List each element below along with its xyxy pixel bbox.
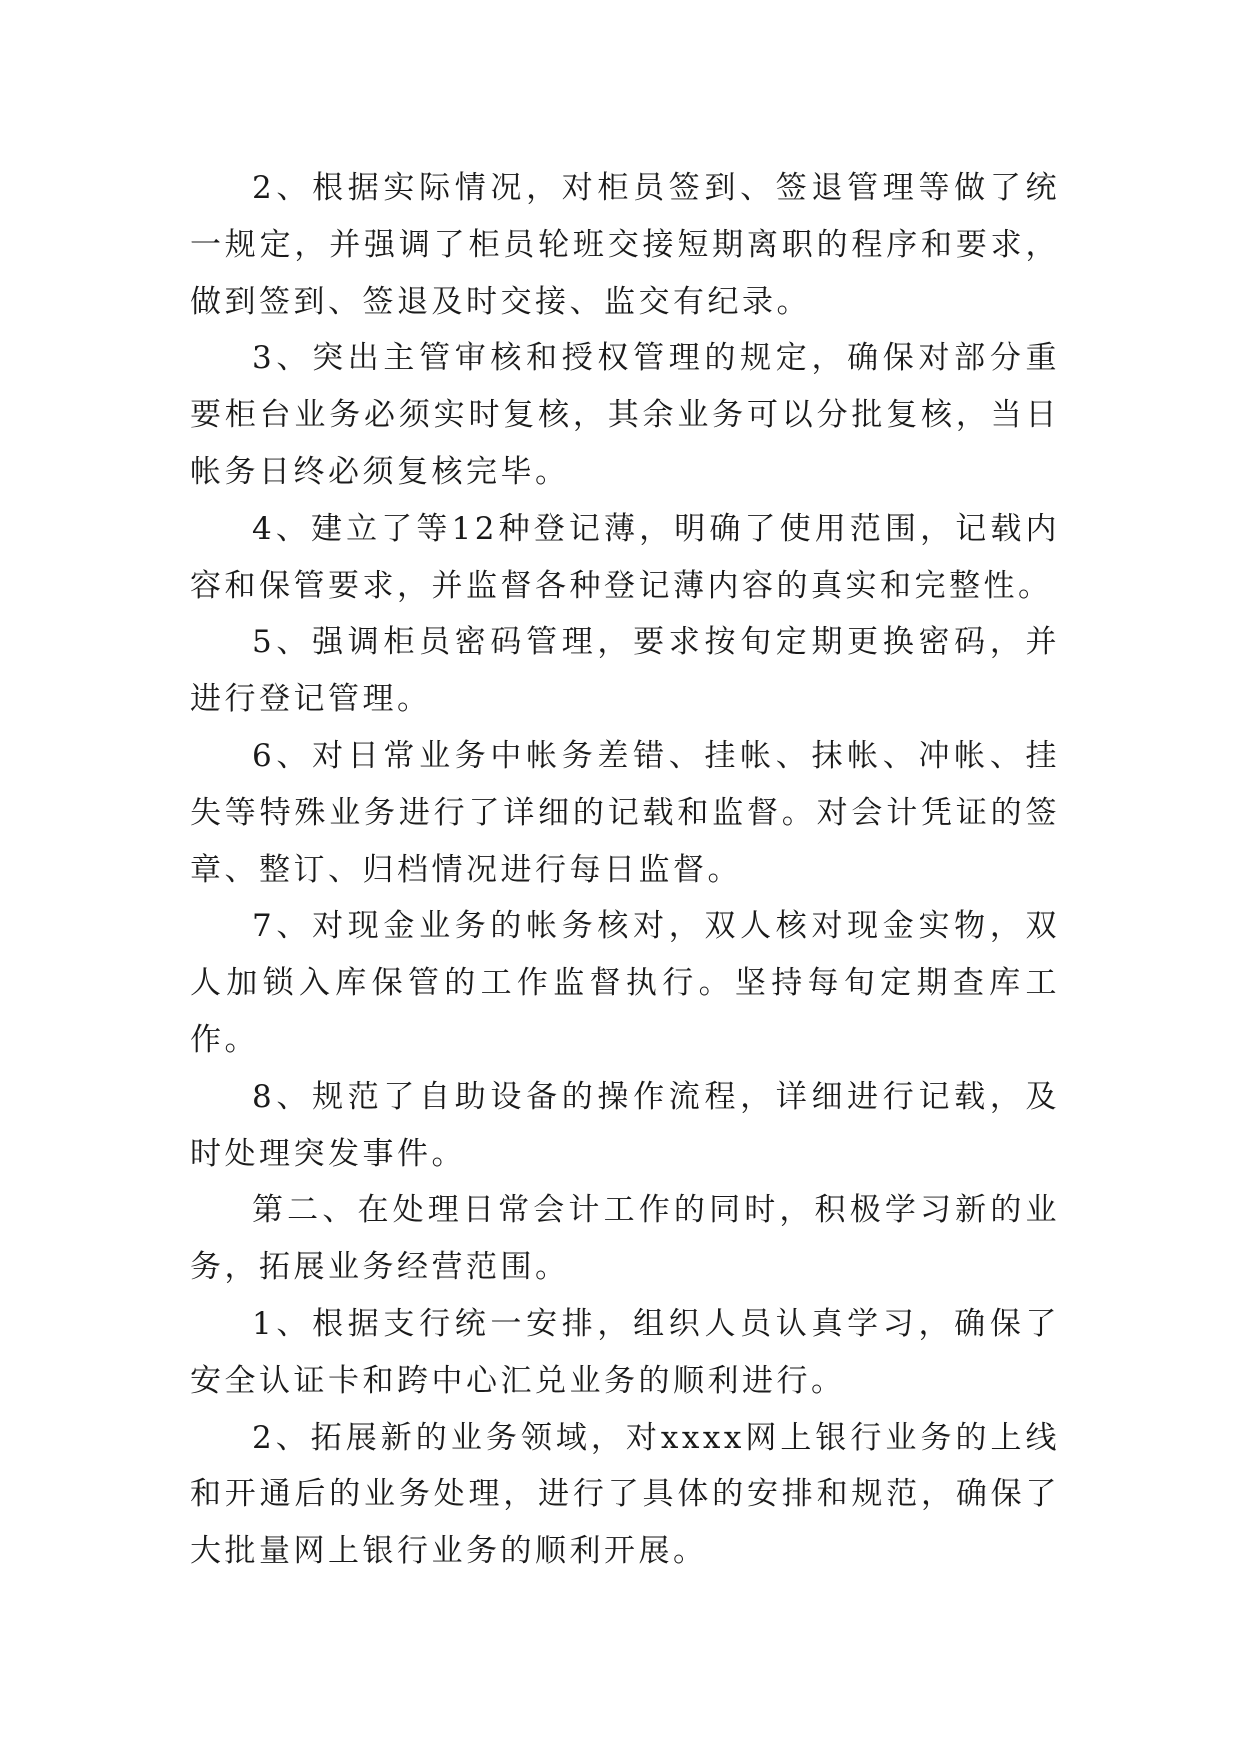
paragraph-6: 7、对现金业务的帐务核对，双人核对现金实物，双人加锁入库保管的工作监督执行。坚持每旬定期查库工作。 — [190, 908, 1060, 1058]
paragraph-3: 4、建立了等12种登记薄，明确了使用范围，记载内容和保管要求，并监督各种登记薄内容的真实和完整性。 — [190, 510, 1060, 604]
paragraph-4: 5、强调柜员密码管理，要求按旬定期更换密码，并进行登记管理。 — [190, 624, 1060, 718]
paragraph-7: 8、规范了自助设备的操作流程，详细进行记载，及时处理突发事件。 — [190, 1078, 1060, 1172]
paragraph-8: 第二、在处理日常会计工作的同时，积极学习新的业务，拓展业务经营范围。 — [190, 1192, 1060, 1286]
paragraph-2: 3、突出主管审核和授权管理的规定，确保对部分重要柜台业务必须实时复核，其余业务可以分批复核，当日帐务日终必须复核完毕。 — [190, 340, 1060, 490]
paragraph-1: 2、根据实际情况，对柜员签到、签退管理等做了统一规定，并强调了柜员轮班交接短期离职的程序和要求，做到签到、签退及时交接、监交有纪录。 — [190, 170, 1060, 320]
paragraph-10: 2、拓展新的业务领域，对xxxx网上银行业务的上线和开通后的业务处理，进行了具体的安排和规范，确保了大批量网上银行业务的顺利开展。 — [190, 1419, 1060, 1570]
paragraph-9: 1、根据支行统一安排，组织人员认真学习，确保了安全认证卡和跨中心汇兑业务的顺利进行。 — [190, 1305, 1060, 1399]
paragraph-5: 6、对日常业务中帐务差错、挂帐、抹帐、冲帐、挂失等特殊业务进行了详细的记载和监督。对会计凭证的签章、整订、归档情况进行每日监督。 — [190, 737, 1060, 888]
document-body — [190, 160, 1060, 1580]
